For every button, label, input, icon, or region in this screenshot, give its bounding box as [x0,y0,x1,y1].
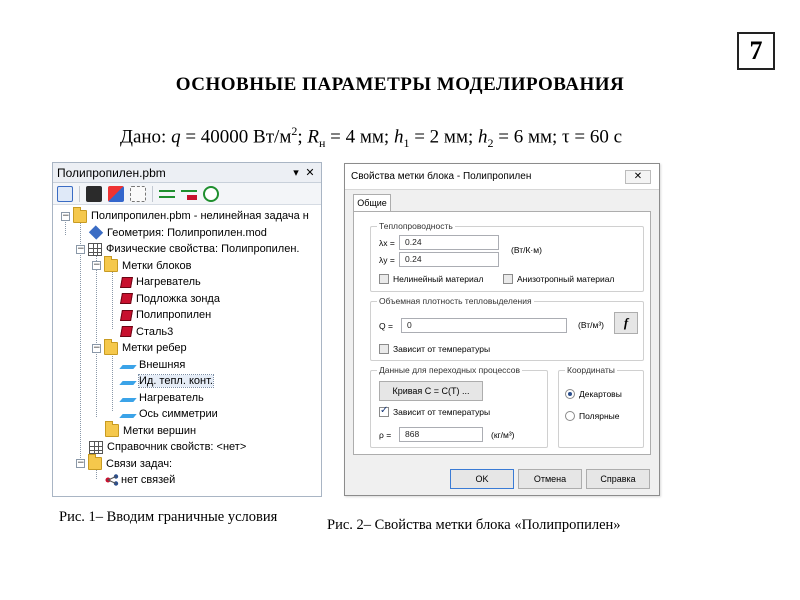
help-button[interactable]: Справка [586,469,650,489]
transient-temp-dependent-label: Зависит от температуры [393,407,491,417]
tree-item-label: Нагреватель [139,391,204,404]
dialog-title: Свойства метки блока - Полипропилен [351,171,532,182]
tree-item-task-links[interactable] [53,456,321,473]
nonlinear-material-checkbox[interactable] [379,274,389,284]
save-icon[interactable] [86,186,102,202]
collapse-toggle[interactable]: − [62,210,70,221]
tree-item-properties-library[interactable] [53,439,321,456]
nonlinear-material-row[interactable] [379,274,483,284]
figure-1-caption: Рис. 1– Вводим граничные условия [59,509,278,525]
dialog-titlebar [345,164,659,190]
transient-data-group [370,365,548,448]
tree-item-block-steel3[interactable] [53,324,321,341]
tab-general-page [353,211,651,455]
tree-item-geometry[interactable] [53,225,321,242]
new-window-icon[interactable] [57,186,73,202]
tree-item-label: Подложка зонда [136,292,220,305]
anisotropic-material-row[interactable] [503,274,614,284]
pin-dropdown-icon[interactable]: ▾ [293,167,299,179]
density-unit: (кг/м³) [491,429,515,440]
tree-item-label: Метки блоков [122,259,192,272]
group-label: Объемная плотность тепловыделения [379,296,532,306]
anisotropic-material-label: Анизотропный материал [517,274,615,284]
tree-item-label: Метки ребер [122,342,187,355]
cartesian-radio[interactable] [565,389,575,399]
tree-item-label: Полипропилен.pbm - нелинейная задача н [91,210,309,223]
edge-label-icon [119,381,136,385]
tree-item-block-probe-substrate[interactable] [53,291,321,308]
density-row [379,427,515,442]
tree-item-label: нет связей [121,474,176,487]
solve-icon[interactable] [181,186,197,202]
table-icon [89,441,103,454]
heat-q-input[interactable]: 0 [401,318,567,333]
tree-panel-title: Полипропилен.pbm [57,165,166,180]
toolbar-separator [79,186,80,202]
toolbar-separator [152,186,153,202]
tab-general[interactable]: Общие [353,194,391,212]
edge-label-icon [119,398,136,402]
given-parameters: Дано: q = 40000 $Вт/м^2$; $R_н = 4$ мм; $h_1 = 2$ мм; $h_2 = 6$ мм; τ = 60 с [120,124,623,151]
tree-item-edge-heater[interactable] [53,390,321,407]
close-icon[interactable]: ✕ [305,167,315,179]
tree-item-label: Связи задач: [106,457,173,470]
folder-icon [105,424,119,437]
tree-item-label: Ось симметрии [139,408,218,421]
folder-icon [104,342,118,355]
block-label-icon [120,293,133,304]
lambda-x-input[interactable]: 0.24 [399,235,499,250]
geometry-icon [89,226,103,240]
problem-tree [53,205,321,489]
tree-item-edge-outer[interactable] [53,357,321,374]
lambda-y-row [379,252,499,267]
lambda-y-label: λy = [379,254,395,265]
heat-generation-group [370,296,644,361]
edge-label-icon [119,414,136,418]
results-icon[interactable] [203,186,219,202]
tree-item-edge-symmetry-axis[interactable] [53,406,321,423]
polar-row[interactable] [565,411,619,421]
tree-item-label: Геометрия: Полипропилен.mod [107,226,267,239]
figure-2-caption: Рис. 2– Свойства метки блока «Полипропилен» [327,517,621,533]
close-icon[interactable]: ✕ [625,170,651,184]
density-label: ρ = [379,429,392,440]
tree-panel-titlebar [53,163,321,183]
heat-temp-dependent-label: Зависит от температуры [393,344,491,354]
lambda-y-input[interactable]: 0.24 [399,252,499,267]
equals-icon[interactable] [159,186,175,202]
tree-toolbar [53,183,321,205]
slide-title: ОСНОВНЫЕ ПАРАМЕТРЫ МОДЕЛИРОВАНИЯ [175,74,625,95]
tree-item-physical-properties[interactable] [53,241,321,258]
block-label-icon [120,326,133,337]
polar-radio[interactable] [565,411,575,421]
tree-item-label: Физические свойства: Полипропилен. [106,243,300,256]
tree-item-vertex-labels[interactable] [53,423,321,440]
cartesian-row[interactable] [565,389,622,399]
collapse-toggle[interactable]: − [77,243,85,254]
tree-item-edge-labels[interactable] [53,340,321,357]
properties-icon[interactable] [108,186,124,202]
group-label: Данные для переходных процессов [379,365,521,375]
thermal-unit: (Вт/К·м) [511,245,542,255]
tree-item-block-heater[interactable] [53,274,321,291]
heat-q-label: Q = [379,320,393,331]
tree-item-label: Справочник свойств: <нет> [107,441,247,454]
ok-button[interactable]: OK [450,469,514,489]
lambda-x-label: λx = [379,237,395,248]
collapse-toggle[interactable]: − [93,342,101,353]
tree-item-project[interactable] [53,208,321,225]
density-input[interactable]: 868 [399,427,483,442]
tree-item-label: Полипропилен [136,309,212,322]
cancel-button[interactable]: Отмена [518,469,582,489]
block-label-icon [120,310,133,321]
nonlinear-material-label: Нелинейный материал [393,274,484,284]
tree-item-label: Ид. тепл. конт. [139,375,213,388]
edge-label-icon [119,365,136,369]
thermal-conductivity-group [370,221,644,292]
folder-icon [73,210,87,223]
group-label: Теплопроводность [379,221,453,231]
transient-temp-dependent-checkbox[interactable] [379,407,389,417]
polar-label: Полярные [579,411,620,421]
table-icon [88,243,102,256]
heat-temp-dependent-row[interactable] [379,344,490,354]
folder-icon [88,457,102,470]
block-label-properties-dialog [344,163,660,496]
slide-number: 7 [737,32,775,70]
heat-temp-dependent-checkbox[interactable] [379,344,389,354]
collapse-toggle[interactable]: − [93,260,101,271]
curve-button[interactable]: Кривая C = C(T) ... [379,381,483,401]
tree-item-label: Метки вершин [123,424,197,437]
tree-item-no-links[interactable] [53,472,321,489]
link-icon [105,474,117,486]
problem-tree-panel [52,162,322,497]
function-button[interactable]: f [614,312,638,334]
heat-unit: (Вт/м³) [578,320,604,330]
tree-item-label: Внешняя [139,358,186,371]
coordinates-group [558,365,644,448]
tree-item-block-labels[interactable] [53,258,321,275]
transient-temp-dependent-row[interactable] [379,407,490,417]
collapse-toggle[interactable]: − [77,458,85,469]
heat-q-row [379,318,567,333]
lambda-x-row [379,235,499,250]
folder-icon [104,259,118,272]
cartesian-label: Декартовы [579,389,622,399]
anisotropic-material-checkbox[interactable] [503,274,513,284]
tree-item-edge-ideal-contact[interactable] [53,373,321,390]
tree-item-label: Нагреватель [136,276,201,289]
tree-item-block-polypropylene[interactable] [53,307,321,324]
copy-icon[interactable] [130,186,146,202]
tree-item-label: Сталь3 [136,325,174,338]
block-label-icon [120,277,133,288]
group-label: Координаты [567,365,615,375]
